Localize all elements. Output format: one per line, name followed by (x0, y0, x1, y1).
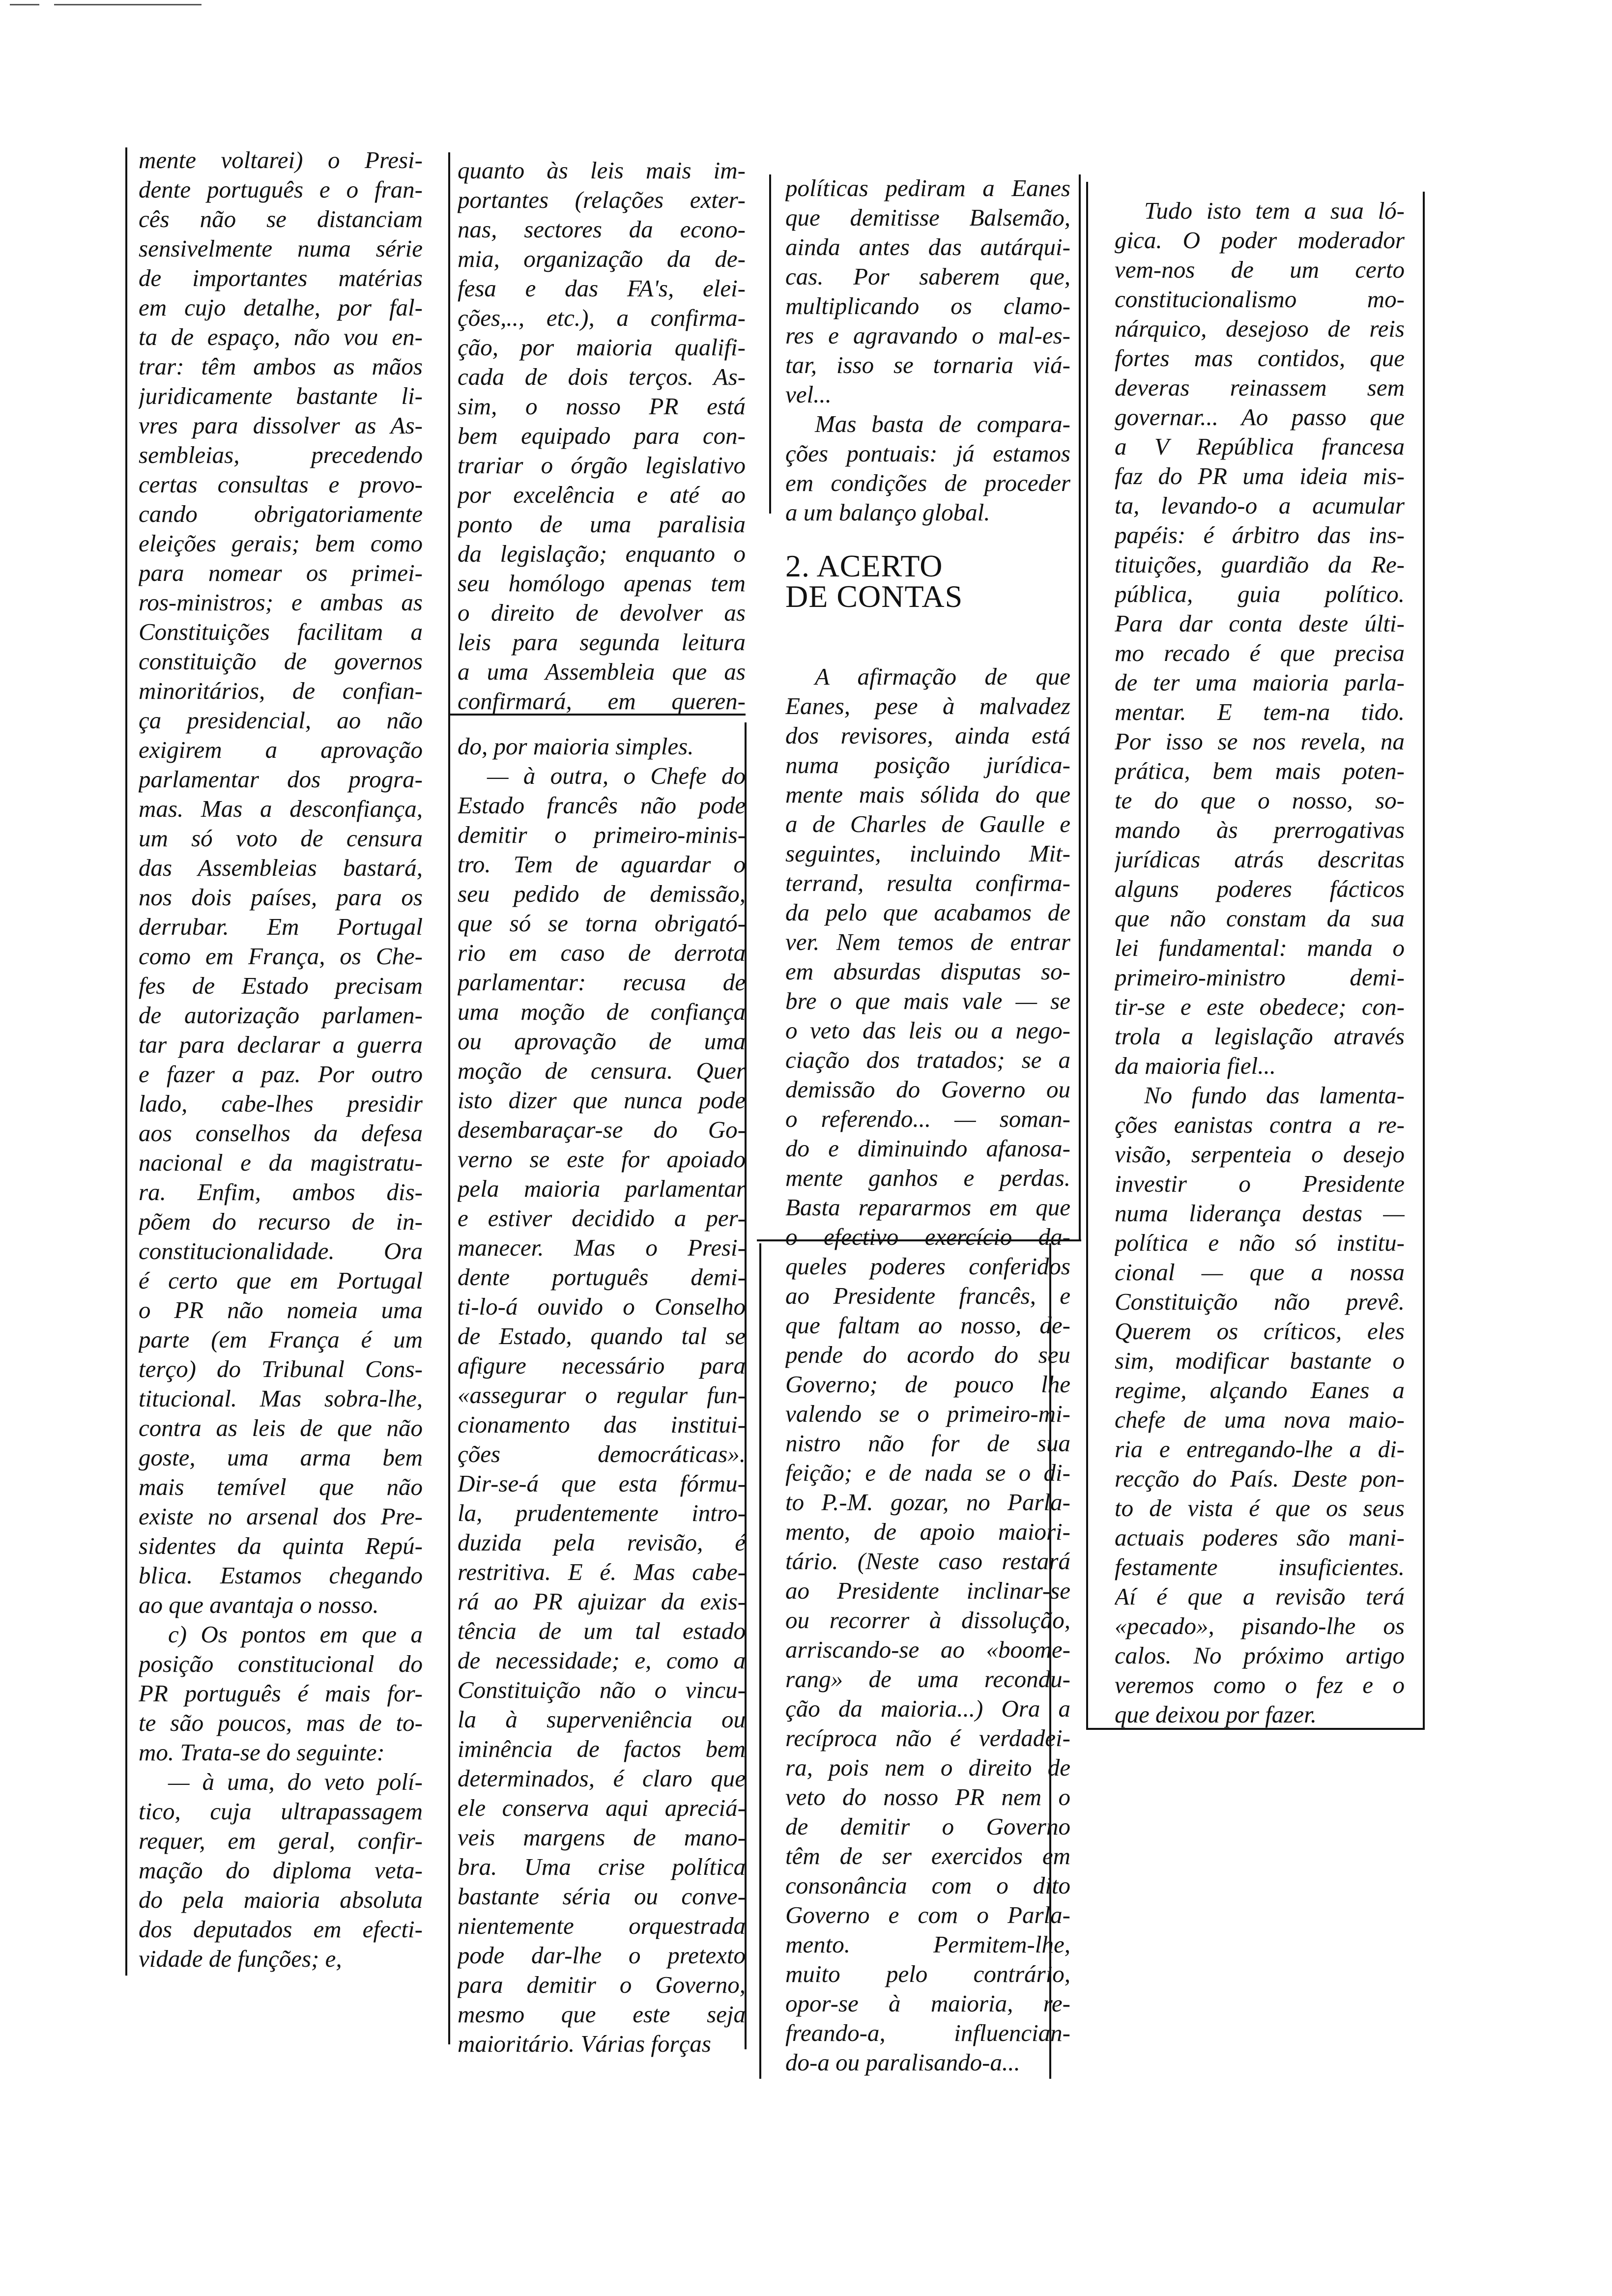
text-line: Aí é que a revisão terá (1115, 1583, 1405, 1610)
text-line: mesmo que este seja (458, 2001, 746, 2028)
text-line: portantes (relações exter- (458, 186, 746, 213)
text-line: constitucionalidade. Ora (139, 1237, 423, 1264)
text-line: investir o Presidente (1115, 1170, 1405, 1197)
text-line: terrand, resulta confirma- (785, 869, 1070, 896)
text-line: iminência de factos bem (458, 1735, 746, 1762)
column-rule (769, 174, 771, 514)
text-line: Eanes, pese à malvadez (785, 692, 1070, 719)
text-line: uma moção de confiança (458, 998, 746, 1025)
text-line: derrubar. Em Portugal (139, 913, 423, 940)
article-column-3 (785, 173, 1070, 2077)
text-line: certas consultas e provo- (139, 471, 423, 498)
text-line: opor-se à maioria, re- (785, 1990, 1070, 2017)
text-line: duzida pela revisão, é (458, 1529, 746, 1556)
text-line: faz do PR uma ideia mis- (1115, 462, 1405, 489)
text-line: ver. Nem temos de entrar (785, 928, 1070, 955)
text-line: cando obrigatoriamente (139, 500, 423, 527)
text-line: PR português é mais for- (139, 1680, 423, 1707)
text-line: do pela maioria absoluta (139, 1886, 423, 1913)
text-line: ou aprovação de uma (458, 1028, 746, 1055)
text-line: restritiva. E é. Mas cabe- (458, 1558, 746, 1585)
text-line: sidentes da quinta Repú- (139, 1532, 423, 1559)
text-line: nacional e da magistratu- (139, 1149, 423, 1176)
text-line: res e agravando o mal-es- (785, 322, 1070, 349)
text-line: mo. Trata-se do seguinte: (139, 1739, 385, 1766)
text-line: em cujo detalhe, por fal- (139, 294, 423, 321)
text-line: freando-a, influencian- (785, 2019, 1070, 2046)
text-line: Governo; de pouco lhe (785, 1371, 1070, 1398)
text-line: ça presidencial, ao não (139, 707, 423, 734)
text-line: rá ao PR ajuizar da exis- (458, 1588, 746, 1615)
text-line: posição constitucional do (139, 1650, 423, 1677)
text-line: ções democráticas». (458, 1440, 746, 1467)
column-rule (448, 718, 450, 2044)
text-line: sensivelmente numa série (139, 235, 423, 262)
text-line: nas, sectores da econo- (458, 216, 746, 243)
text-line: trar: têm ambos as mãos (139, 353, 423, 380)
text-line: demitir o primeiro-minis- (458, 821, 746, 848)
text-line: mo recado é que precisa (1115, 639, 1405, 666)
text-line: sim, o nosso PR está (458, 393, 746, 420)
text-line: recíproca não é verdadei- (785, 1724, 1070, 1751)
text-line: ção, por maioria qualifi- (458, 334, 746, 361)
column-rule (125, 147, 127, 1976)
text-line: isto dizer que nunca pode (458, 1087, 746, 1114)
text-line: mento, de apoio maiori- (785, 1518, 1070, 1545)
text-line: sim, modificar bastante o (1115, 1347, 1405, 1374)
text-line: maioritário. Várias forças (458, 2030, 711, 2057)
text-line: põem do recurso de in- (139, 1208, 423, 1235)
text-line: tituições, guardião da Re- (1115, 551, 1405, 578)
text-line: ção da maioria...) Ora a (785, 1695, 1070, 1722)
text-line: to P.-M. gozar, no Parla- (785, 1489, 1070, 1516)
section-heading-line: 2. ACERTO (785, 551, 943, 581)
text-line: fes de Estado precisam (139, 972, 423, 999)
text-line: visão, serpenteia o desejo (1115, 1141, 1405, 1168)
text-line: festamente insuficientes. (1115, 1553, 1405, 1580)
text-line: goste, uma arma bem (139, 1444, 423, 1471)
text-line: deveras reinassem sem (1115, 374, 1405, 401)
text-line: sembleias, precedendo (139, 441, 423, 468)
text-line: aos conselhos da defesa (139, 1119, 423, 1147)
text-line: tico, cuja ultrapassagem (139, 1798, 423, 1825)
text-line: tar para declarar a guerra (139, 1031, 423, 1058)
text-line: vidade de funções; e, (139, 1945, 342, 1972)
text-line: de ter uma maioria parla- (1115, 669, 1405, 696)
text-line: que não constam da sua (1115, 905, 1405, 932)
text-line: ao Presidente inclinar-se (785, 1577, 1070, 1604)
text-line: e fazer a paz. Por outro (139, 1061, 423, 1088)
text-line: chefe de uma nova maio- (1115, 1406, 1405, 1433)
text-line: minoritários, de confian- (139, 677, 423, 704)
text-line: — à uma, do veto polí- (168, 1768, 423, 1795)
text-line: do, por maioria simples. (458, 733, 694, 760)
text-line: o referendo... — soman- (785, 1105, 1070, 1132)
text-line: parte (em França é um (139, 1326, 423, 1353)
text-line: fortes mas contidos, que (1115, 344, 1405, 372)
text-line: veis margens de mano- (458, 1824, 746, 1851)
text-line: do-a ou paralisando-a... (785, 2049, 1020, 2076)
text-line: por excelência e até ao (458, 481, 746, 508)
text-line: para nomear os primei- (139, 559, 423, 586)
text-line: primeiro-ministro demi- (1115, 964, 1405, 991)
text-line: mia, organização da de- (458, 245, 746, 272)
text-line: mente mais sólida do que (785, 781, 1070, 808)
text-line: nos dois países, para os (139, 884, 423, 911)
text-line: te do que o nosso, so- (1115, 787, 1405, 814)
text-line: lado, cabe-lhes presidir (139, 1090, 423, 1117)
text-line: têm de ser exercidos em (785, 1842, 1070, 1869)
text-line: regime, alçando Eanes a (1115, 1377, 1405, 1404)
text-line: Tudo isto tem a sua ló- (1144, 197, 1405, 224)
text-line: veto do nosso PR nem o (785, 1783, 1070, 1810)
text-line: ra. Enfim, ambos dis- (139, 1178, 423, 1205)
text-line: cional — que a nossa (1115, 1259, 1405, 1286)
text-line: políticas pediram a Eanes (785, 174, 1070, 201)
text-line: alguns poderes fácticos (1115, 875, 1405, 902)
text-line: ra, pois nem o direito de (785, 1754, 1070, 1781)
text-line: tário. (Neste caso restará (785, 1548, 1070, 1575)
text-line: Constituição não prevê. (1115, 1288, 1405, 1315)
text-line: pública, guia político. (1115, 580, 1405, 607)
text-line: o PR não nomeia uma (139, 1296, 423, 1323)
text-line: blica. Estamos chegando (139, 1562, 423, 1589)
text-line: de importantes matérias (139, 264, 423, 291)
section-heading-line: DE CONTAS (785, 581, 963, 612)
text-line: Constituição não o vincu- (458, 1676, 746, 1703)
text-line: pende do acordo do seu (785, 1341, 1070, 1368)
text-line: bra. Uma crise política (458, 1853, 746, 1880)
text-line: recção do País. Deste pon- (1115, 1465, 1405, 1492)
text-line: um só voto de censura (139, 825, 423, 852)
text-line: dos revisores, ainda está (785, 722, 1070, 749)
text-line: mas. Mas a desconfiança, (139, 795, 423, 822)
text-line: Querem os críticos, eles (1115, 1318, 1405, 1345)
text-line: dente português demi- (458, 1263, 746, 1291)
text-line: ponto de uma paralisia (458, 511, 746, 538)
text-line: te são poucos, mas de to- (139, 1709, 423, 1736)
scan-mark (54, 4, 202, 5)
text-line: como em França, os Che- (139, 943, 423, 970)
text-line: juridicamente bastante li- (139, 382, 423, 409)
text-line: parlamentar dos progra- (139, 766, 423, 793)
text-line: vem-nos de um certo (1115, 256, 1405, 283)
text-line: ções pontuais: já estamos (785, 440, 1070, 467)
text-line: numa posição jurídica- (785, 751, 1070, 778)
text-line: Para dar conta deste últi- (1115, 610, 1405, 637)
text-line: «assegurar o regular fun- (458, 1381, 746, 1408)
text-line: tar, isso se tornaria viá- (785, 351, 1070, 378)
text-line: ele conserva aqui apreciá- (458, 1794, 746, 1821)
text-line: cionamento das institui- (458, 1411, 746, 1438)
text-line: mente voltarei) o Presi- (139, 146, 423, 173)
text-line: ros-ministros; e ambas as (139, 589, 423, 616)
text-line: desembaraçar-se do Go- (458, 1116, 746, 1143)
text-line: veremos como o fez e o (1115, 1671, 1405, 1698)
text-line: da pelo que acabamos de (785, 899, 1070, 926)
scan-mark (10, 4, 39, 5)
text-line: determinados, é claro que (458, 1765, 746, 1792)
text-line: de demitir o Governo (785, 1813, 1070, 1840)
text-line: das Assembleias bastará, (139, 854, 423, 881)
text-line: nientemente orquestrada (458, 1912, 746, 1939)
text-line: tir-se e este obedece; con- (1115, 993, 1405, 1020)
text-line: ções,.., etc.), a confirma- (458, 304, 746, 331)
text-line: para demitir o Governo, (458, 1971, 746, 1998)
text-line: Governo e com o Parla- (785, 1901, 1070, 1928)
text-line: pode dar-lhe o pretexto (458, 1942, 746, 1969)
text-line: mentar. E tem-na tido. (1115, 698, 1405, 725)
text-line: confirmará, em queren- (458, 688, 746, 715)
text-line: política e não só institu- (1115, 1229, 1405, 1256)
text-line: «pecado», pisando-lhe os (1115, 1612, 1405, 1639)
text-line: terço) do Tribunal Cons- (139, 1355, 423, 1382)
text-line: quanto às leis mais im- (458, 157, 746, 184)
text-line: nárquico, desejoso de reis (1115, 315, 1405, 342)
text-line: Basta repararmos em que (785, 1194, 1070, 1221)
text-line: gica. O poder moderador (1115, 227, 1405, 254)
text-line: Mas basta de compara- (815, 410, 1070, 437)
column-rule (1423, 192, 1425, 1730)
text-line: parlamentar: recusa de (458, 969, 746, 996)
text-line: vres para dissolver as As- (139, 412, 423, 439)
text-line: ao que avantaja o nosso. (139, 1591, 379, 1618)
text-line: demissão do Governo ou (785, 1076, 1070, 1103)
text-line: mento. Permitem-lhe, (785, 1931, 1070, 1958)
text-line: bre o que mais vale — se (785, 987, 1070, 1014)
text-line: to de vista é que os seus (1115, 1494, 1405, 1521)
text-line: que só se torna obrigató- (458, 910, 746, 937)
text-line: c) Os pontos em que a (168, 1621, 423, 1648)
text-line: o direito de devolver as (458, 599, 746, 626)
text-line: o efectivo exercício da- (785, 1223, 1070, 1250)
text-line: de Estado, quando tal se (458, 1322, 746, 1349)
text-line: trola a legislação através (1115, 1023, 1405, 1050)
text-line: fesa e das FA's, elei- (458, 275, 746, 302)
text-line: ria e entregando-lhe a di- (1115, 1435, 1405, 1463)
text-line: seu pedido de demissão, (458, 880, 746, 907)
text-line: e estiver decidido a per- (458, 1205, 746, 1232)
text-line: queles poderes conferidos (785, 1253, 1070, 1280)
column-rule (759, 1243, 761, 2079)
article-column-2 (458, 156, 746, 2059)
text-line: o veto das leis ou a nego- (785, 1017, 1070, 1044)
section-heading (785, 551, 1070, 612)
text-line: mente ganhos e perdas. (785, 1164, 1070, 1191)
text-line: — à outra, o Chefe do (487, 762, 746, 789)
text-line: exigirem a aprovação (139, 736, 423, 763)
text-line: a uma Assembleia que as (458, 658, 746, 685)
text-line: do e diminuindo afanosa- (785, 1135, 1070, 1162)
text-line: ta de espaço, não vou en- (139, 323, 423, 350)
text-line: é certo que em Portugal (139, 1267, 423, 1294)
text-line: que deixou por fazer. (1115, 1701, 1317, 1728)
text-line: ti-lo-á ouvido o Conselho (458, 1293, 746, 1320)
text-line: calos. No próximo artigo (1115, 1642, 1405, 1669)
text-line: tência de um tal estado (458, 1617, 746, 1644)
text-line: a um balanço global. (785, 499, 990, 526)
text-line: ao Presidente francês, e (785, 1282, 1070, 1309)
text-line: contra as leis de que não (139, 1414, 423, 1441)
text-line: leis para segunda leitura (458, 629, 746, 656)
text-line: la, prudentemente intro- (458, 1499, 746, 1526)
text-line: titucional. Mas sobra-lhe, (139, 1385, 423, 1412)
text-line: cês não se distanciam (139, 205, 423, 232)
text-line: eleições gerais; bem como (139, 530, 423, 557)
text-line: que demitisse Balsemão, (785, 204, 1070, 231)
text-line: a V República francesa (1115, 433, 1405, 460)
text-line: ções eanistas contra a re- (1115, 1111, 1405, 1138)
text-line: papéis: é árbitro das ins- (1115, 521, 1405, 548)
text-line: seguintes, incluindo Mit- (785, 840, 1070, 867)
text-line: da maioria fiel... (1115, 1052, 1276, 1079)
text-line: da legislação; enquanto o (458, 540, 746, 567)
text-line: ta, levando-o a acumular (1115, 492, 1405, 519)
text-line: lei fundamental: manda o (1115, 934, 1405, 961)
text-line: de autorização parlamen- (139, 1002, 423, 1029)
text-line: que faltam ao nosso, de- (785, 1312, 1070, 1339)
text-line: vel... (785, 381, 832, 408)
text-line: em condições de proceder (785, 469, 1070, 496)
column-divider (448, 724, 755, 726)
text-line: ou recorrer à dissolução, (785, 1607, 1070, 1634)
text-line: cada de dois terços. As- (458, 363, 746, 390)
text-line: rio em caso de derrota (458, 939, 746, 966)
text-line: la à superveniência ou (458, 1706, 746, 1733)
text-line: consonância com o dito (785, 1872, 1070, 1899)
text-line: bem equipado para con- (458, 422, 746, 449)
text-line: valendo se o primeiro-mi- (785, 1400, 1070, 1427)
article-column-4 (1115, 196, 1405, 1729)
text-line: cas. Por saberem que, (785, 263, 1070, 290)
text-line: constitucionalismo mo- (1115, 286, 1405, 313)
text-line: numa liderança destas — (1115, 1200, 1405, 1227)
text-line: Estado francês não pode (458, 792, 746, 819)
text-line: No fundo das lamenta- (1144, 1082, 1405, 1109)
text-line: ainda antes das autárqui- (785, 233, 1070, 260)
text-line: dos deputados em efecti- (139, 1916, 423, 1943)
column-rule (1086, 182, 1088, 1730)
text-line: moção de censura. Quer (458, 1057, 746, 1084)
text-line: bastante séria ou conve- (458, 1883, 746, 1910)
column-rule (1079, 174, 1081, 1241)
text-line: mais temível que não (139, 1473, 423, 1500)
text-line: a de Charles de Gaulle e (785, 810, 1070, 837)
text-line: afigure necessário para (458, 1352, 746, 1379)
text-line: feição; e de nada se o di- (785, 1459, 1070, 1486)
text-line: Dir-se-á que esta fórmu- (458, 1470, 746, 1497)
text-line: verno se este for apoiado (458, 1146, 746, 1173)
text-line: actuais poderes são mani- (1115, 1524, 1405, 1551)
text-line: rang» de uma recondu- (785, 1665, 1070, 1693)
text-line: requer, em geral, confir- (139, 1827, 423, 1854)
text-line: multiplicando os clamo- (785, 292, 1070, 319)
text-line: A afirmação de que (815, 663, 1070, 690)
text-line: trariar o órgão legislativo (458, 452, 746, 479)
text-line: mando às prerrogativas (1115, 816, 1405, 843)
text-line: existe no arsenal dos Pre- (139, 1503, 423, 1530)
article-column-1 (139, 145, 423, 1974)
text-line: manecer. Mas o Presi- (458, 1234, 746, 1261)
text-line: constituição de governos (139, 648, 423, 675)
text-line: jurídicas atrás descritas (1115, 846, 1405, 873)
text-line: em absurdas disputas so- (785, 958, 1070, 985)
text-line: Por isso se nos revela, na (1115, 728, 1405, 755)
text-line: muito pelo contrário, (785, 1960, 1070, 1987)
text-line: seu homólogo apenas tem (458, 570, 746, 597)
text-line: pela maioria parlamentar (458, 1175, 746, 1202)
text-line: arriscando-se ao «boome- (785, 1636, 1070, 1663)
text-line: mação do diploma veta- (139, 1857, 423, 1884)
text-line: de necessidade; e, como a (458, 1647, 746, 1674)
text-line: governar... Ao passo que (1115, 403, 1405, 430)
text-line: prática, bem mais poten- (1115, 757, 1405, 784)
text-line: nistro não for de sua (785, 1430, 1070, 1457)
text-line: dente português e o fran- (139, 176, 423, 203)
text-line: ciação dos tratados; se a (785, 1046, 1070, 1073)
column-rule (448, 152, 450, 718)
text-line: Constituições facilitam a (139, 618, 423, 645)
text-line: tro. Tem de aguardar o (458, 851, 746, 878)
